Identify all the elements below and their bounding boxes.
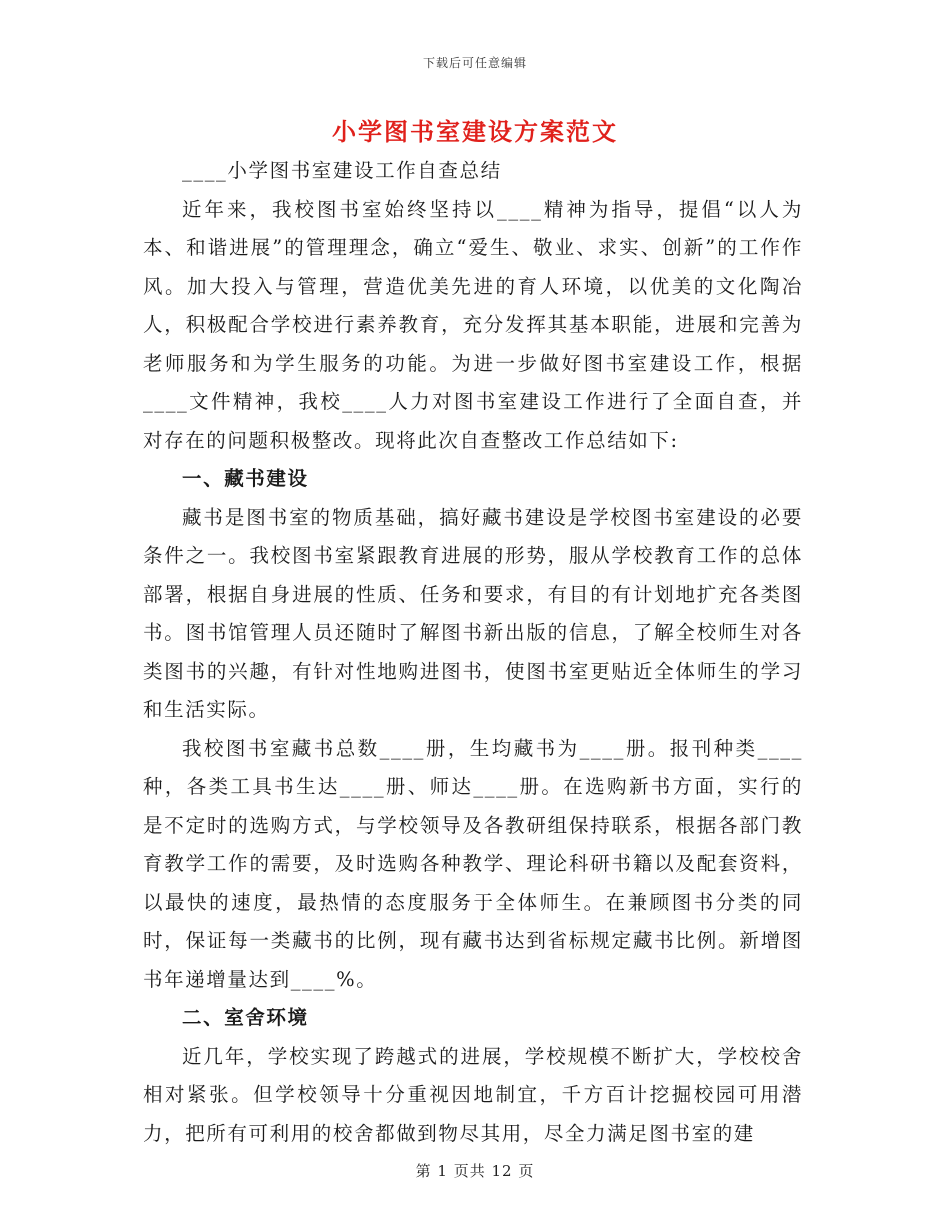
collection-paragraph-2: 我校图书室藏书总数____册，生均藏书为____册。报刊种类____种，各类工具书生达____册、师达____册。在选购新书方面，实行的是不定时的选购方式，与学校领导及各教研组保持联系，根据各部门教育教学工作的需要，及时选购各种教学、理论科研书籍以及配套资料，以最快的速度，最热情的态度服务于全体师生。在兼顾图书分类的同时，保证每一类藏书的比例，现有藏书达到省标规定藏书比例。新增图书年递增量达到____%。 [143, 736, 803, 991]
section-heading-collection: 一、藏书建设 [182, 467, 309, 490]
document-subtitle: ____小学图书室建设工作自查总结 [182, 159, 502, 182]
page-header-note: 下载后可任意编辑 [422, 56, 527, 70]
section-heading-environment: 二、室舍环境 [182, 1006, 309, 1029]
document-body [143, 152, 803, 1153]
page-footer-number: 第 1 页共 12 页 [415, 1162, 535, 1180]
environment-paragraph-1: 近几年，学校实现了跨越式的进展，学校规模不断扩大，学校校舍相对紧张。但学校领导十分重视因地制宜，千方百计挖掘校园可用潜力，把所有可利用的校舍都做到物尽其用，尽全力满足图书室的建 [143, 1044, 803, 1145]
document-title: 小学图书室建设方案范文 [332, 117, 618, 146]
collection-paragraph-1: 藏书是图书室的物质基础，搞好藏书建设是学校图书室建设的必要条件之一。我校图书室紧跟教育进展的形势，服从学校教育工作的总体部署，根据自身进展的性质、任务和要求，有目的有计划地扩充各类图书。图书馆管理人员还随时了解图书新出版的信息，了解全校师生对各类图书的兴趣，有针对性地购进图书，使图书室更贴近全体师生的学习和生活实际。 [143, 505, 803, 721]
intro-paragraph: 近年来，我校图书室始终坚持以____精神为指导，提倡“以人为本、和谐进展”的管理理念，确立“爱生、敬业、求实、创新”的工作作风。加大投入与管理，营造优美先进的育人环境，以优美的文化陶冶人，积极配合学校进行素养教育，充分发挥其基本职能，进展和完善为老师服务和为学生服务的功能。为进一步做好图书室建设工作，根据____文件精神，我校____人力对图书室建设工作进行了全面自查，并对存在的问题积极整改。现将此次自查整改工作总结如下: [143, 197, 803, 452]
